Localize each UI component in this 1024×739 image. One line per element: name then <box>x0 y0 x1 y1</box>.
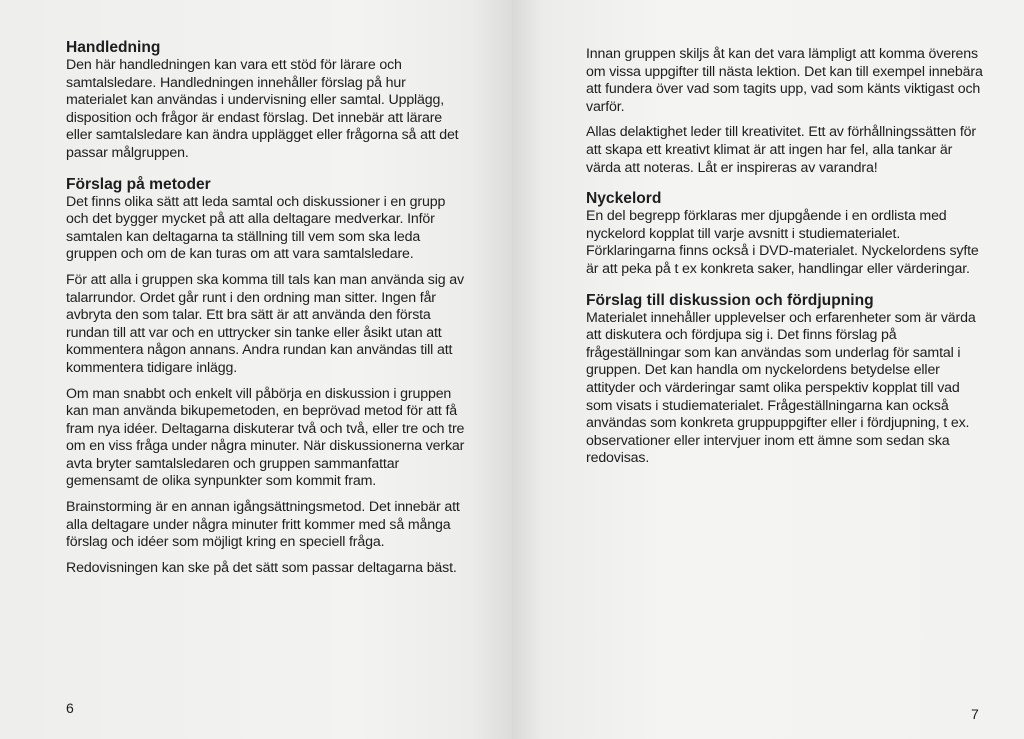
paragraph: Allas delaktighet leder till kreativitet. Ett av förhållningssätten för att skapa ett kreativt klimat är att ingen har fel, alla tankar är värda att noteras. Låt er inspireras av varandra! <box>586 124 976 176</box>
paragraph: Den här handledningen kan vara ett stöd för lärare och samtalsledare. Handledningen innehåller förslag på hur materialet kan användas i undervisning eller samtal. Upplägg, disposition och frågor är endast förslag. Det innebär att lärare eller samtalsledare kan ändra upplägget eller frågorna så att det passar målgruppen. <box>66 57 459 161</box>
paragraph: Redovisningen kan ske på det sätt som passar deltagarna bäst. <box>66 559 457 576</box>
page-number-left: 6 <box>66 700 74 716</box>
paragraph: Brainstorming är en annan igångsättningsmetod. Det innebär att alla deltagare under några minuter fritt kommer med så många förslag och idéer som möjligt kring en speciell fråga. <box>66 499 460 551</box>
section-heading: Nyckelord <box>586 190 662 208</box>
paragraph: Innan gruppen skiljs åt kan det vara lämpligt att komma överens om vissa uppgifter till nästa lektion. Det kan till exempel innebära att fundera över vad som tagits upp, vad som känts viktigast och varför. <box>586 46 983 115</box>
section-forslag-till-diskussion <box>586 291 986 468</box>
section-heading: Förslag till diskussion och fördjupning <box>586 291 874 309</box>
section-handledning <box>66 38 466 163</box>
section-heading: Förslag på metoder <box>66 175 211 193</box>
section-heading: Handledning <box>66 39 161 56</box>
left-text-column <box>66 38 466 589</box>
page-number-right: 7 <box>971 706 979 722</box>
right-text-column <box>586 46 986 480</box>
section-forslag-pa-metoder <box>66 175 466 578</box>
paragraph: En del begrepp förklaras mer djupgående i en ordlista med nyckelord kopplat till varje avsnitt i studiematerialet. Förklaringarna finns också i DVD-materialet. Nyckelordens syfte är att peka på t ex konkreta saker, handlingar eller värderingar. <box>586 208 979 277</box>
right-page <box>512 0 1024 739</box>
paragraph: Det finns olika sätt att leda samtal och diskussioner i en grupp och det bygger mycket på att alla deltagare medverkar. Inför samtalen kan deltagarna ta ställning till vem som ska leda gruppen och om de kan turas om att vara samtalsledare. <box>66 193 446 263</box>
section-nyckelord <box>586 189 986 278</box>
paragraph: Om man snabbt och enkelt vill påbörja en diskussion i gruppen kan man använda bikupemetoden, en beprövad metod för att få fram nya idéer. Deltagarna diskuterar två och två, eller tre och tre om en viss fråga under några minuter. När diskussionerna verkar avta bryter samtalsledaren och gruppen sammanfattar gemensamt de olika synpunkter som kommit fram. <box>66 385 465 490</box>
paragraph: Materialet innehåller upplevelser och erfarenheter som är värda att diskutera och fördjupa sig i. Det finns förslag på frågeställningar som kan användas som underlag för samtal i gruppen. Det kan handla om nyckelordens betydelse eller attityder och värderingar samt olika perspektiv kopplat till vad som visats i studiematerialet. Frågeställningarna kan också användas som konkreta gruppuppgifter eller i fördjupning, t ex. observationer eller intervjuer inom ett ämne som sedan ska redovisas. <box>586 309 976 467</box>
section-intro <box>586 46 986 177</box>
paragraph: För att alla i gruppen ska komma till tals kan man använda sig av talarrundor. Ordet går runt i den ordning man sitter. Ingen får avbryta den som talar. Ett bra sätt är att använda den första rundan till att var och en uttrycker sin tanke eller åsikt utan att kommentera någon annans. Andra rundan kan användas till att kommentera tidigare inlägg. <box>66 271 464 376</box>
